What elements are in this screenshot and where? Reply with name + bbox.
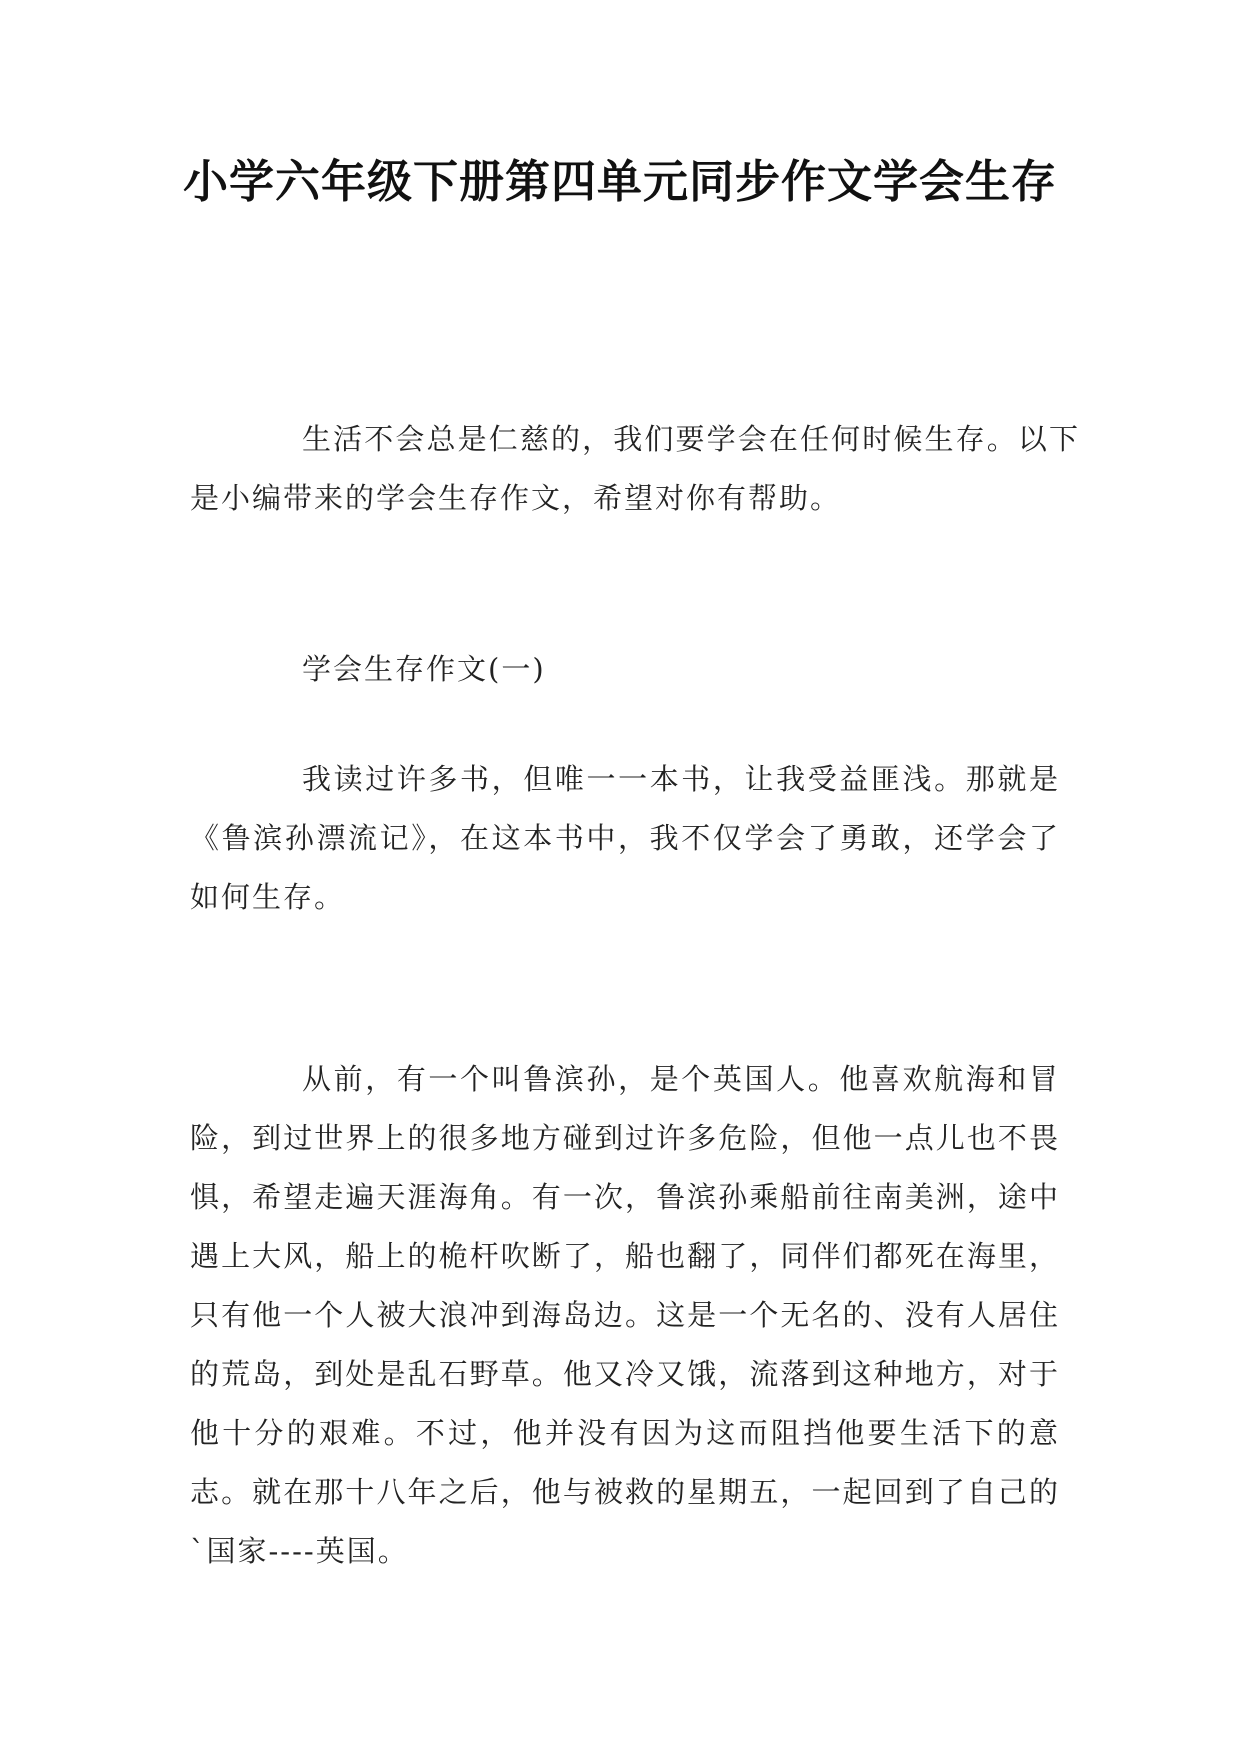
intro-paragraph: 生活不会总是仁慈的，我们要学会在任何时候生存。以下是小编带来的学会生存作文，希望对你有帮助。 [190, 422, 1080, 515]
section-heading: 学会生存作文(一) [302, 652, 546, 686]
body-paragraph: 我读过许多书，但唯一一本书，让我受益匪浅。那就是《鲁滨孙漂流记》，在这本书中，我不仅学会了勇敢，还学会了如何生存。 [190, 762, 1060, 914]
document-title: 小学六年级下册第四单元同步作文学会生存 [182, 155, 1057, 208]
body-paragraph: 从前，有一个叫鲁滨孙，是个英国人。他喜欢航海和冒险，到过世界上的很多地方碰到过许多危险，但他一点儿也不畏惧，希望走遍天涯海角。有一次，鲁滨孙乘船前往南美洲，途中遇上大风，船上的桅杆吹断了，船也翻了，同伴们都死在海里，只有他一个人被大浪冲到海岛边。这是一个无名的、没有人居住的荒岛，到处是乱石野草。他又冷又饿，流落到这种地方，对于他十分的艰难。不过，他并没有因为这而阻挡他要生活下的意志。就在那十八年之后，他与被救的星期五，一起回到了自己的`国家----英国。 [190, 1062, 1060, 1568]
